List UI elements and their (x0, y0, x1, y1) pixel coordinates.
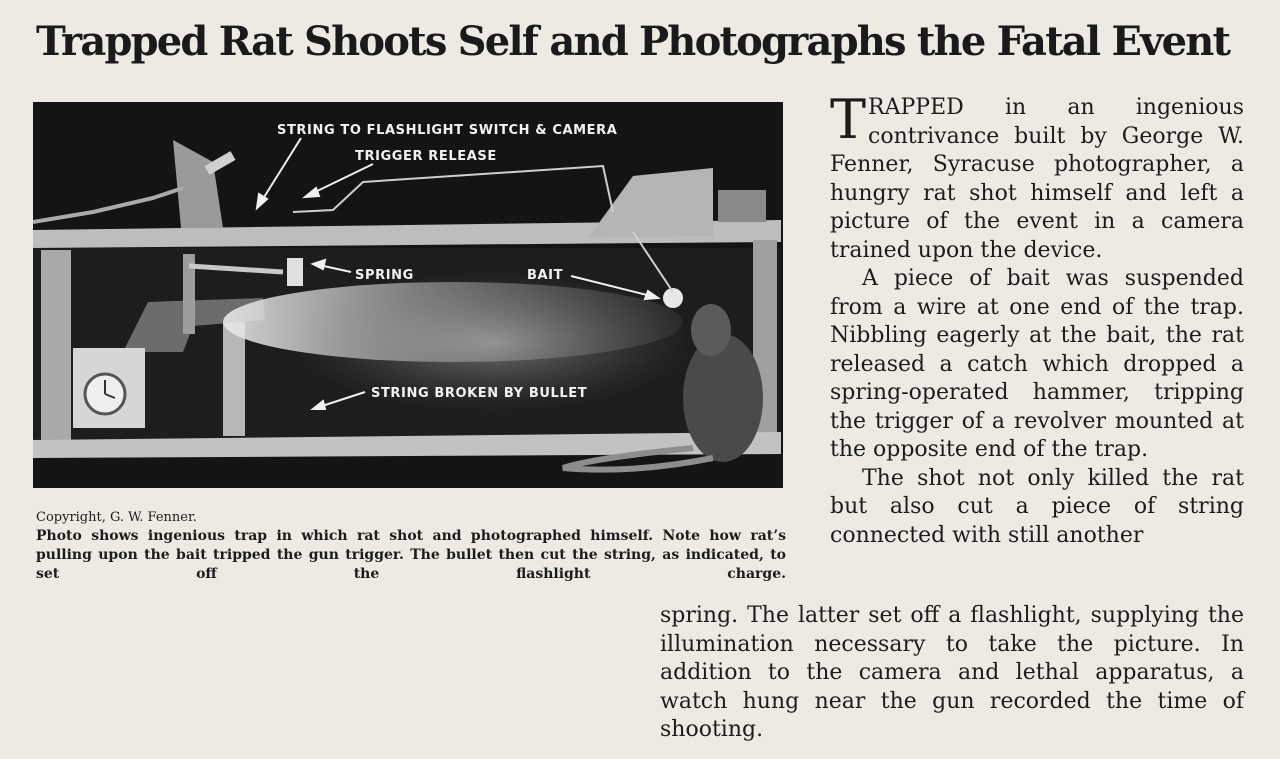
paragraph-1-text: RAPPED in an ingenious contrivance built by George W. Fenner, Syracuse photographer, a hungry rat shot himself and left a picture of the event in a camera trained upon the device. (830, 95, 1244, 263)
callout-spring: SPRING (355, 268, 414, 283)
article-paragraph-3-end: spring. The latter set off a flashlight, supplying the illumination necessary to take the picture. In addition to the camera and lethal apparatus, a watch hung near the gun recorded the time of shooting. (660, 603, 1244, 742)
photo-credit: Copyright, G. W. Fenner. (36, 510, 197, 525)
article-column (830, 88, 1244, 550)
callout-trigger-release: TRIGGER RELEASE (355, 149, 497, 164)
callout-string-to-flashlight: STRING TO FLASHLIGHT SWITCH & CAMERA (277, 123, 618, 138)
article-paragraph-2: A piece of bait was suspended from a wire at one end of the trap. Nibbling eagerly at the bait, the rat released a catch which dropped a spring-operated hammer, tripping the trigger of a revolver mounted at the opposite end of the trap. (830, 266, 1244, 462)
headline: Trapped Rat Shoots Self and Photographs the Fatal Event (36, 18, 1230, 65)
trap-illustration (33, 102, 783, 488)
rat (683, 334, 763, 462)
callout-bait: BAIT (527, 268, 564, 283)
trap-photo (33, 102, 783, 488)
drop-cap: T (830, 88, 867, 151)
article-paragraph-3-start: The shot not only killed the rat but also cut a piece of string connected with still another (830, 465, 1244, 548)
callout-string-broken: STRING BROKEN BY BULLET (371, 386, 588, 401)
caption-description: Photo shows ingenious trap in which rat shot and photographed himself. Note how rat’s pulling upon the bait tripped the gun trigger. The bullet then cut the string, as indicated, to set off the flashlight charge. (36, 528, 786, 582)
article-continuation (660, 602, 1244, 745)
spring (287, 258, 303, 286)
article-paragraph-1 (830, 88, 1244, 265)
left-wall (41, 250, 71, 446)
photo-caption (36, 508, 786, 584)
